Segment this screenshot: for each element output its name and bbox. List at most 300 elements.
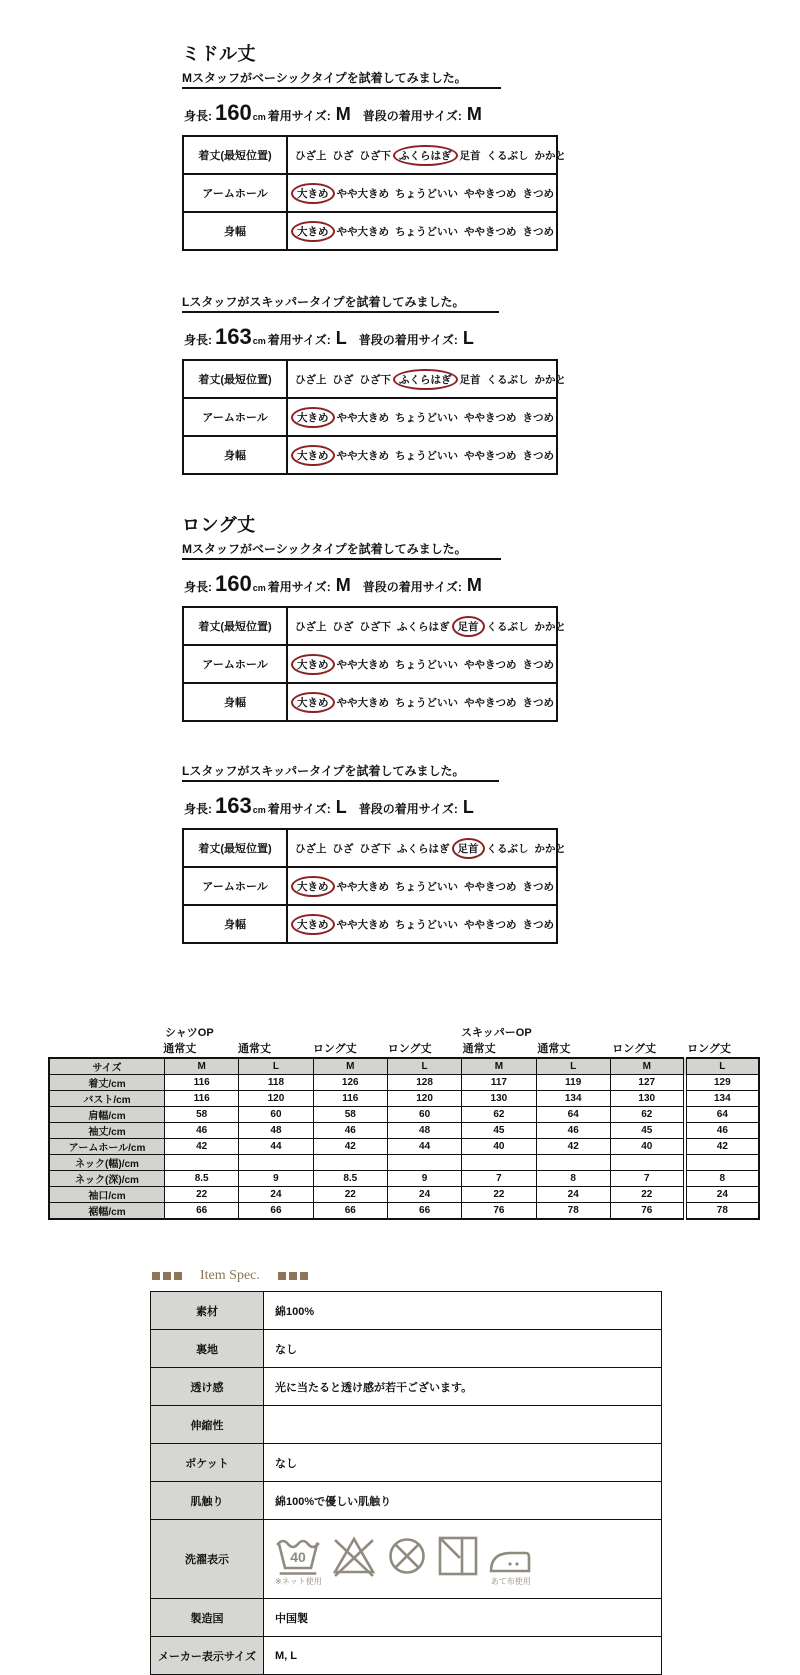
spec-row [151, 1637, 662, 1675]
size-cell: M [610, 1058, 684, 1075]
size-cell: L [239, 1058, 313, 1075]
option: くるぶし [486, 842, 529, 855]
circled-option: 大きめ [291, 183, 335, 204]
spec-row [151, 1292, 662, 1330]
tryon-note: Mスタッフがベーシックタイプを試着してみました。 [182, 540, 501, 560]
option: ちょうどいい [395, 411, 458, 424]
spec-row-value [264, 1406, 662, 1444]
size-cell: 78 [685, 1203, 759, 1220]
stat-text: 着用サイズ: [267, 333, 331, 347]
fit-table [182, 828, 566, 944]
size-cell: 129 [685, 1075, 759, 1091]
size-cell: 64 [685, 1107, 759, 1123]
size-cell: 24 [685, 1187, 759, 1203]
spec-row [151, 1482, 662, 1520]
option: ややきつめ [464, 411, 517, 424]
size-cell: 60 [387, 1107, 461, 1123]
size-cell: 127 [610, 1075, 684, 1091]
group-header: スキッパーOP [461, 1027, 532, 1039]
size-cell: 45 [610, 1123, 684, 1139]
spec-row-label: 透け感 [151, 1368, 264, 1406]
type-header: ロング丈 [387, 1043, 432, 1055]
spec-row-label: 素材 [151, 1292, 264, 1330]
size-cell: 134 [536, 1091, 610, 1107]
stat-text: L [335, 797, 347, 817]
size-cell: 7 [462, 1171, 536, 1187]
size-cell: 66 [164, 1203, 238, 1220]
size-cell: L [387, 1058, 461, 1075]
circled-option: 大きめ [291, 221, 335, 242]
fit-row-options [287, 174, 557, 212]
size-cell: 7 [610, 1171, 684, 1187]
stat-text: M [466, 104, 482, 124]
size-cell: 120 [239, 1091, 313, 1107]
fit-row-options [287, 905, 557, 943]
fit-table-row [183, 607, 557, 645]
size-cell: 76 [610, 1203, 684, 1220]
size-chart-section [48, 1024, 760, 1220]
fit-row-label: 着丈(最短位置) [183, 607, 287, 645]
size-chart-row [49, 1123, 759, 1139]
option: ややきつめ [464, 918, 517, 931]
stat-text: 着用サイズ: [267, 580, 331, 594]
fit-sections [182, 40, 800, 984]
size-cell [536, 1155, 610, 1171]
option: かかと [534, 373, 566, 386]
tryon-note: Mスタッフがベーシックタイプを試着してみました。 [182, 69, 501, 89]
laundry-symbols [275, 1531, 653, 1587]
size-cell: 117 [462, 1075, 536, 1091]
spec-row-label: 伸縮性 [151, 1406, 264, 1444]
option: やや大きめ [336, 187, 389, 200]
spec-row-value: M, L [264, 1637, 662, 1675]
fit-table-row [183, 829, 557, 867]
option: ちょうどいい [395, 880, 458, 893]
size-row-label: 裾幅/cm [49, 1203, 164, 1220]
size-row-label: バスト/cm [49, 1091, 164, 1107]
spec-row-value: 綿100%で優しい肌触り [264, 1482, 662, 1520]
option: ややきつめ [464, 187, 517, 200]
option: ややきつめ [464, 225, 517, 238]
fit-row-label: 着丈(最短位置) [183, 136, 287, 174]
fit-section-heading: ロング丈 [182, 515, 256, 535]
shade-dry-icon [437, 1535, 479, 1577]
fit-table-row [183, 398, 557, 436]
size-cell: 44 [239, 1139, 313, 1155]
group-header: シャツOP [165, 1027, 214, 1039]
fit-row-label: アームホール [183, 645, 287, 683]
option: きつめ [522, 411, 554, 424]
circled-option: 足首 [452, 616, 485, 637]
option: ひざ上 [295, 842, 327, 855]
fit-table-row [183, 683, 557, 721]
circled-option: 大きめ [291, 876, 335, 897]
size-cell: 118 [239, 1075, 313, 1091]
size-cell: 66 [313, 1203, 387, 1220]
stat-text: 身長: [184, 333, 212, 347]
item-spec-title-text: Item Spec. [200, 1268, 260, 1283]
type-header: 通常丈 [537, 1043, 571, 1055]
option: くるぶし [486, 373, 529, 386]
spec-row-value: なし [264, 1444, 662, 1482]
stat-text: L [462, 797, 474, 817]
option: ちょうどいい [395, 225, 458, 238]
stat-text: 身長: [184, 109, 212, 123]
stat-text: L [462, 328, 474, 348]
size-cell: 60 [239, 1107, 313, 1123]
option: ひざ [332, 842, 354, 855]
spec-row-label: メーカー表示サイズ [151, 1637, 264, 1675]
fit-row-options [287, 398, 557, 436]
fit-table [182, 135, 566, 251]
item-spec-table [150, 1291, 662, 1675]
size-cell: 22 [610, 1187, 684, 1203]
size-row-label: アームホール/cm [49, 1139, 164, 1155]
size-cell: 130 [462, 1091, 536, 1107]
size-cell: 46 [685, 1123, 759, 1139]
option: やや大きめ [336, 658, 389, 671]
fit-row-label: 身幅 [183, 905, 287, 943]
spacer [182, 475, 800, 511]
spec-row-label: 肌触り [151, 1482, 264, 1520]
size-cell: 46 [164, 1123, 238, 1139]
stat-text: cm [252, 583, 266, 593]
option: やや大きめ [336, 918, 389, 931]
option: ちょうどいい [395, 187, 458, 200]
option: きつめ [522, 225, 554, 238]
option: ひざ下 [359, 842, 391, 855]
option: ひざ上 [295, 620, 327, 633]
size-cell: 126 [313, 1075, 387, 1091]
size-cell: 116 [164, 1075, 238, 1091]
option: ひざ下 [359, 373, 391, 386]
fit-table [182, 606, 566, 722]
fit-row-label: アームホール [183, 867, 287, 905]
option: 足首 [459, 149, 481, 162]
size-cell: 22 [313, 1187, 387, 1203]
option: きつめ [522, 696, 554, 709]
size-chart-row [49, 1091, 759, 1107]
circled-option: 大きめ [291, 692, 335, 713]
size-chart-group-headers [48, 1024, 760, 1040]
size-cell: 134 [685, 1091, 759, 1107]
spec-row-value: 綿100% [264, 1292, 662, 1330]
option: かかと [534, 620, 566, 633]
staff-stats [182, 324, 800, 350]
size-cell: 66 [387, 1203, 461, 1220]
fit-subsection [182, 69, 800, 251]
spec-row-label: 洗濯表示 [151, 1520, 264, 1599]
option: ひざ下 [359, 149, 391, 162]
fit-subsection [182, 540, 800, 722]
staff-stats [182, 571, 800, 597]
stat-text: 163 [215, 324, 252, 349]
option: ちょうどいい [395, 918, 458, 931]
size-chart-row [49, 1075, 759, 1091]
stat-text: 160 [215, 571, 252, 596]
option: ふくらはぎ [397, 620, 450, 633]
spacer [182, 251, 800, 293]
option: やや大きめ [336, 696, 389, 709]
no-bleach-icon [331, 1535, 377, 1577]
size-cell: 119 [536, 1075, 610, 1091]
circled-option: ふくらはぎ [393, 369, 458, 390]
spec-row-value: なし [264, 1330, 662, 1368]
spec-row [151, 1599, 662, 1637]
option: やや大きめ [336, 225, 389, 238]
size-cell [164, 1155, 238, 1171]
circled-option: 足首 [452, 838, 485, 859]
size-chart-row [49, 1155, 759, 1171]
option: ちょうどいい [395, 696, 458, 709]
size-cell: 76 [462, 1203, 536, 1220]
size-cell [685, 1155, 759, 1171]
stat-text: cm [252, 805, 266, 815]
size-cell: 66 [239, 1203, 313, 1220]
size-cell: 42 [164, 1139, 238, 1155]
size-chart-row [49, 1107, 759, 1123]
size-cell: 46 [313, 1123, 387, 1139]
circled-option: 大きめ [291, 914, 335, 935]
square-decoration-icon [278, 1272, 308, 1280]
size-cell: 42 [685, 1139, 759, 1155]
size-cell: 8 [685, 1171, 759, 1187]
fit-row-label: 着丈(最短位置) [183, 829, 287, 867]
size-cell: 48 [239, 1123, 313, 1139]
size-cell: 22 [462, 1187, 536, 1203]
size-cell: 46 [536, 1123, 610, 1139]
type-header: ロング丈 [312, 1043, 357, 1055]
stat-text: 普段の着用サイズ: [358, 333, 458, 347]
spec-row-value: 中国製 [264, 1599, 662, 1637]
tryon-note: Lスタッフがスキッパータイプを試着してみました。 [182, 293, 499, 313]
size-cell: 62 [462, 1107, 536, 1123]
svg-text:40: 40 [290, 1549, 307, 1565]
no-dryclean-icon [386, 1535, 428, 1577]
stat-text: cm [252, 112, 266, 122]
size-cell: 48 [387, 1123, 461, 1139]
fit-row-options [287, 360, 566, 398]
option: ややきつめ [464, 449, 517, 462]
circled-option: 大きめ [291, 654, 335, 675]
square-decoration-icon [152, 1272, 182, 1280]
fit-subsection [182, 293, 800, 475]
fit-row-options [287, 867, 557, 905]
spec-row-value [264, 1520, 662, 1599]
size-cell: 24 [239, 1187, 313, 1203]
size-chart-row [49, 1171, 759, 1187]
size-cell: 42 [536, 1139, 610, 1155]
size-cell: 58 [313, 1107, 387, 1123]
fit-table-row [183, 360, 557, 398]
fit-row-options [287, 683, 557, 721]
spec-row [151, 1368, 662, 1406]
stat-text: 普段の着用サイズ: [362, 109, 462, 123]
option: やや大きめ [336, 880, 389, 893]
option: ふくらはぎ [397, 842, 450, 855]
option: きつめ [522, 918, 554, 931]
fit-row-label: 着丈(最短位置) [183, 360, 287, 398]
stat-text: M [466, 575, 482, 595]
stat-text: 着用サイズ: [267, 109, 331, 123]
option: ちょうどいい [395, 449, 458, 462]
fit-table-row [183, 212, 557, 250]
type-header: 通常丈 [238, 1043, 272, 1055]
stat-text: 着用サイズ: [267, 802, 331, 816]
size-cell [313, 1155, 387, 1171]
size-cell [387, 1155, 461, 1171]
size-cell: 128 [387, 1075, 461, 1091]
fit-table-row [183, 867, 557, 905]
option: くるぶし [486, 620, 529, 633]
stat-text: 身長: [184, 580, 212, 594]
size-cell: 22 [164, 1187, 238, 1203]
size-cell: 24 [387, 1187, 461, 1203]
size-cell: 116 [164, 1091, 238, 1107]
fit-table-row [183, 645, 557, 683]
spec-row-label: ポケット [151, 1444, 264, 1482]
size-chart-row [49, 1139, 759, 1155]
size-chart-table [48, 1057, 760, 1220]
fit-row-options [287, 607, 566, 645]
size-cell: 9 [239, 1171, 313, 1187]
fit-table-row [183, 136, 557, 174]
size-row-label: 着丈/cm [49, 1075, 164, 1091]
type-header: ロング丈 [687, 1043, 731, 1055]
stat-text: 身長: [184, 802, 212, 816]
fit-row-label: 身幅 [183, 436, 287, 474]
size-cell: 24 [536, 1187, 610, 1203]
stat-text: 普段の着用サイズ: [358, 802, 458, 816]
size-row-label: サイズ [49, 1058, 164, 1075]
stat-text: cm [252, 336, 266, 346]
fit-table-row [183, 436, 557, 474]
size-cell: 44 [387, 1139, 461, 1155]
iron-icon [488, 1540, 534, 1587]
size-cell: 45 [462, 1123, 536, 1139]
size-chart-type-headers [48, 1040, 760, 1057]
option: くるぶし [486, 149, 529, 162]
stat-text: 163 [215, 793, 252, 818]
option: ひざ下 [359, 620, 391, 633]
stat-text: L [335, 328, 347, 348]
size-row-label: 袖口/cm [49, 1187, 164, 1203]
option: かかと [534, 842, 566, 855]
spec-row [151, 1330, 662, 1368]
option: ひざ上 [295, 373, 327, 386]
size-cell [610, 1155, 684, 1171]
staff-stats [182, 100, 800, 126]
size-cell: 42 [313, 1139, 387, 1155]
size-cell: 120 [387, 1091, 461, 1107]
size-cell: 58 [164, 1107, 238, 1123]
item-spec-section [150, 1268, 662, 1675]
option: きつめ [522, 187, 554, 200]
size-chart-row [49, 1203, 759, 1220]
iron-caption: あて布使用 [490, 1577, 531, 1586]
option: ひざ [332, 620, 354, 633]
fit-row-options [287, 645, 557, 683]
size-cell: 78 [536, 1203, 610, 1220]
size-cell: 8.5 [313, 1171, 387, 1187]
wash-40-icon [275, 1535, 322, 1587]
spec-row-label: 裏地 [151, 1330, 264, 1368]
spec-row [151, 1406, 662, 1444]
stat-text: 普段の着用サイズ: [362, 580, 462, 594]
size-cell: 8.5 [164, 1171, 238, 1187]
option: きつめ [522, 449, 554, 462]
size-row-label: ネック(幅)/cm [49, 1155, 164, 1171]
fit-row-label: アームホール [183, 398, 287, 436]
fit-row-options [287, 829, 566, 867]
size-cell: M [462, 1058, 536, 1075]
option: ややきつめ [464, 696, 517, 709]
tryon-note: Lスタッフがスキッパータイプを試着してみました。 [182, 762, 499, 782]
option: ひざ [332, 373, 354, 386]
option: 足首 [459, 373, 481, 386]
size-cell [239, 1155, 313, 1171]
spec-row [151, 1444, 662, 1482]
option: ややきつめ [464, 658, 517, 671]
size-row-label: 肩幅/cm [49, 1107, 164, 1123]
fit-table [182, 359, 566, 475]
size-cell: 64 [536, 1107, 610, 1123]
spec-row [151, 1520, 662, 1599]
option: きつめ [522, 880, 554, 893]
size-chart-row [49, 1187, 759, 1203]
fit-table-row [183, 905, 557, 943]
size-cell [462, 1155, 536, 1171]
item-spec-title [152, 1268, 662, 1284]
option: やや大きめ [336, 449, 389, 462]
spec-row-label: 製造国 [151, 1599, 264, 1637]
size-cell: 62 [610, 1107, 684, 1123]
stat-text: 160 [215, 100, 252, 125]
size-cell: 8 [536, 1171, 610, 1187]
circled-option: 大きめ [291, 407, 335, 428]
size-cell: 40 [462, 1139, 536, 1155]
circled-option: 大きめ [291, 445, 335, 466]
type-header: 通常丈 [163, 1043, 197, 1055]
spec-row-value: 光に当たると透け感が若干ございます。 [264, 1368, 662, 1406]
size-cell: M [313, 1058, 387, 1075]
size-cell: L [536, 1058, 610, 1075]
size-cell: M [164, 1058, 238, 1075]
fit-row-label: アームホール [183, 174, 287, 212]
fit-row-label: 身幅 [183, 683, 287, 721]
option: きつめ [522, 658, 554, 671]
type-header: 通常丈 [462, 1043, 496, 1055]
spacer [182, 944, 800, 984]
staff-stats [182, 793, 800, 819]
fit-row-options [287, 212, 557, 250]
fit-row-options [287, 436, 557, 474]
option: ややきつめ [464, 880, 517, 893]
stat-text: M [335, 575, 351, 595]
size-chart-row [49, 1058, 759, 1075]
fit-subsection [182, 762, 800, 944]
stat-text: M [335, 104, 351, 124]
fit-table-row [183, 174, 557, 212]
fit-row-options [287, 136, 566, 174]
option: ちょうどいい [395, 658, 458, 671]
option: ひざ上 [295, 149, 327, 162]
size-row-label: ネック(深)/cm [49, 1171, 164, 1187]
spacer [48, 1040, 161, 1057]
spacer [182, 722, 800, 762]
option: やや大きめ [336, 411, 389, 424]
type-header: ロング丈 [612, 1043, 657, 1055]
